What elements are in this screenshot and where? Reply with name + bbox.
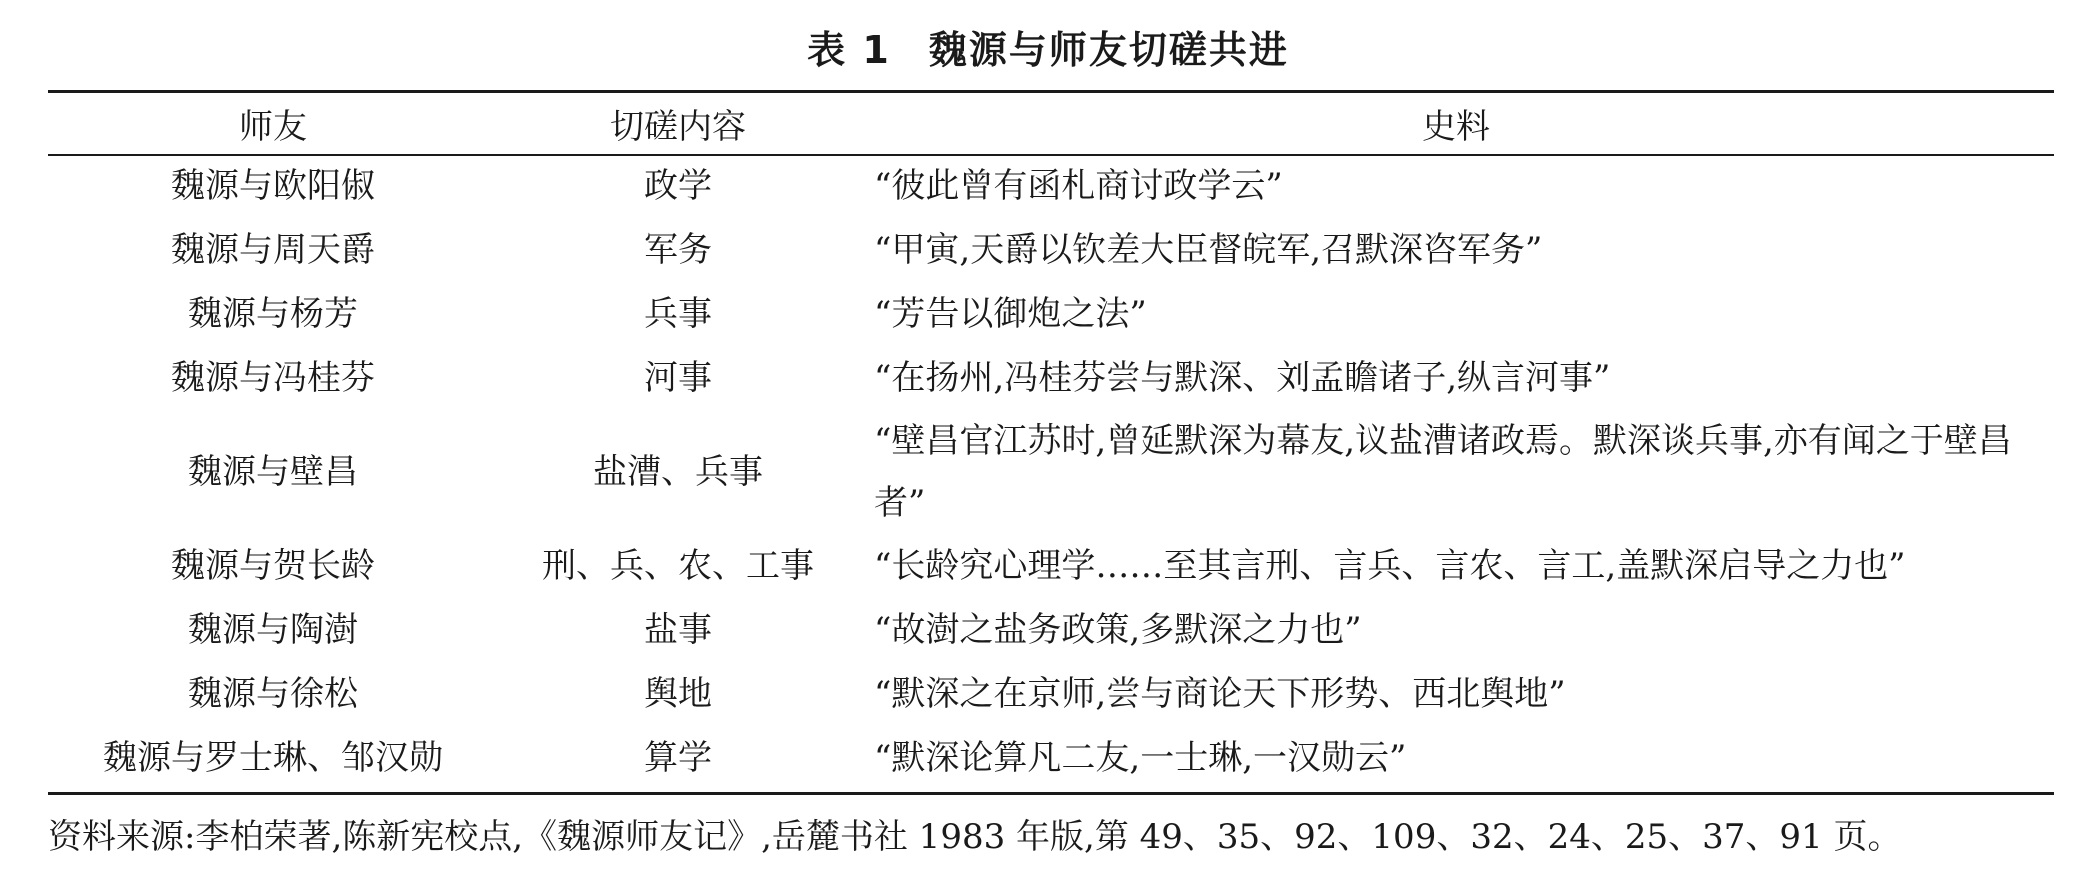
table-row (48, 726, 2054, 790)
cell-quote: “长龄究心理学……至其言刑、言兵、言农、言工,盖默深启导之力也” (874, 546, 1906, 586)
cell-name: 魏源与陶澍 (188, 610, 358, 650)
table-header-row (48, 93, 2054, 154)
cell-quote: “甲寅,天爵以钦差大臣督皖军,召默深咨军务” (874, 230, 1543, 270)
data-table (48, 93, 2054, 790)
cell-quote: “故澍之盐务政策,多默深之力也” (874, 610, 1362, 650)
cell-topic: 军务 (644, 230, 712, 270)
cell-name: 魏源与罗士琳、邹汉勋 (103, 738, 443, 778)
cell-quote: “壁昌官江苏时,曾延默深为幕友,议盐漕诸政焉。默深谈兵事,亦有闻之于壁昌者” (874, 421, 2012, 523)
table-row (48, 598, 2054, 662)
cell-quote: “在扬州,冯桂芬尝与默深、刘孟瞻诸子,纵言河事” (874, 358, 1611, 398)
table-row (48, 346, 2054, 410)
table-title: 魏源与师友切磋共进 (928, 28, 1289, 72)
cell-name: 魏源与周天爵 (171, 230, 375, 270)
table-row (48, 534, 2054, 598)
cell-topic: 刑、兵、农、工事 (542, 546, 814, 586)
table-row (48, 662, 2054, 726)
table-caption (0, 22, 2096, 78)
cell-name: 魏源与徐松 (188, 674, 358, 714)
cell-quote: “芳告以御炮之法” (874, 294, 1147, 334)
table-row (48, 282, 2054, 346)
table-row (48, 410, 2054, 534)
cell-topic: 盐事 (644, 610, 712, 650)
cell-topic: 兵事 (644, 294, 712, 334)
header-cell-source-text: 史料 (1422, 107, 1490, 147)
cell-topic: 算学 (644, 738, 712, 778)
cell-quote: “彼此曾有函札商讨政学云” (874, 166, 1283, 206)
cell-name: 魏源与贺长龄 (171, 546, 375, 586)
cell-name: 魏源与欧阳俶 (171, 166, 375, 206)
cell-name: 魏源与壁昌 (188, 452, 358, 492)
bottom-rule (48, 792, 2054, 795)
cell-topic: 河事 (644, 358, 712, 398)
header-cell-teacher-friend: 师友 (239, 107, 307, 147)
header-cell-topic: 切磋内容 (610, 107, 746, 147)
cell-topic: 政学 (644, 166, 712, 206)
table-number: 表 1 (807, 28, 891, 72)
source-note: 资料来源:李柏荣著,陈新宪校点,《魏源师友记》,岳麓书社 1983 年版,第 49、35、92、109、32、24、25、37、91 页。 (48, 817, 1902, 857)
cell-name: 魏源与冯桂芬 (171, 358, 375, 398)
table-row (48, 154, 2054, 218)
cell-quote: “默深之在京师,尝与商论天下形势、西北舆地” (874, 674, 1566, 714)
cell-topic: 盐漕、兵事 (593, 452, 763, 492)
cell-name: 魏源与杨芳 (188, 294, 358, 334)
cell-topic: 舆地 (644, 674, 712, 714)
table-row (48, 218, 2054, 282)
cell-quote: “默深论算凡二友,一士琳,一汉勋云” (874, 738, 1407, 778)
